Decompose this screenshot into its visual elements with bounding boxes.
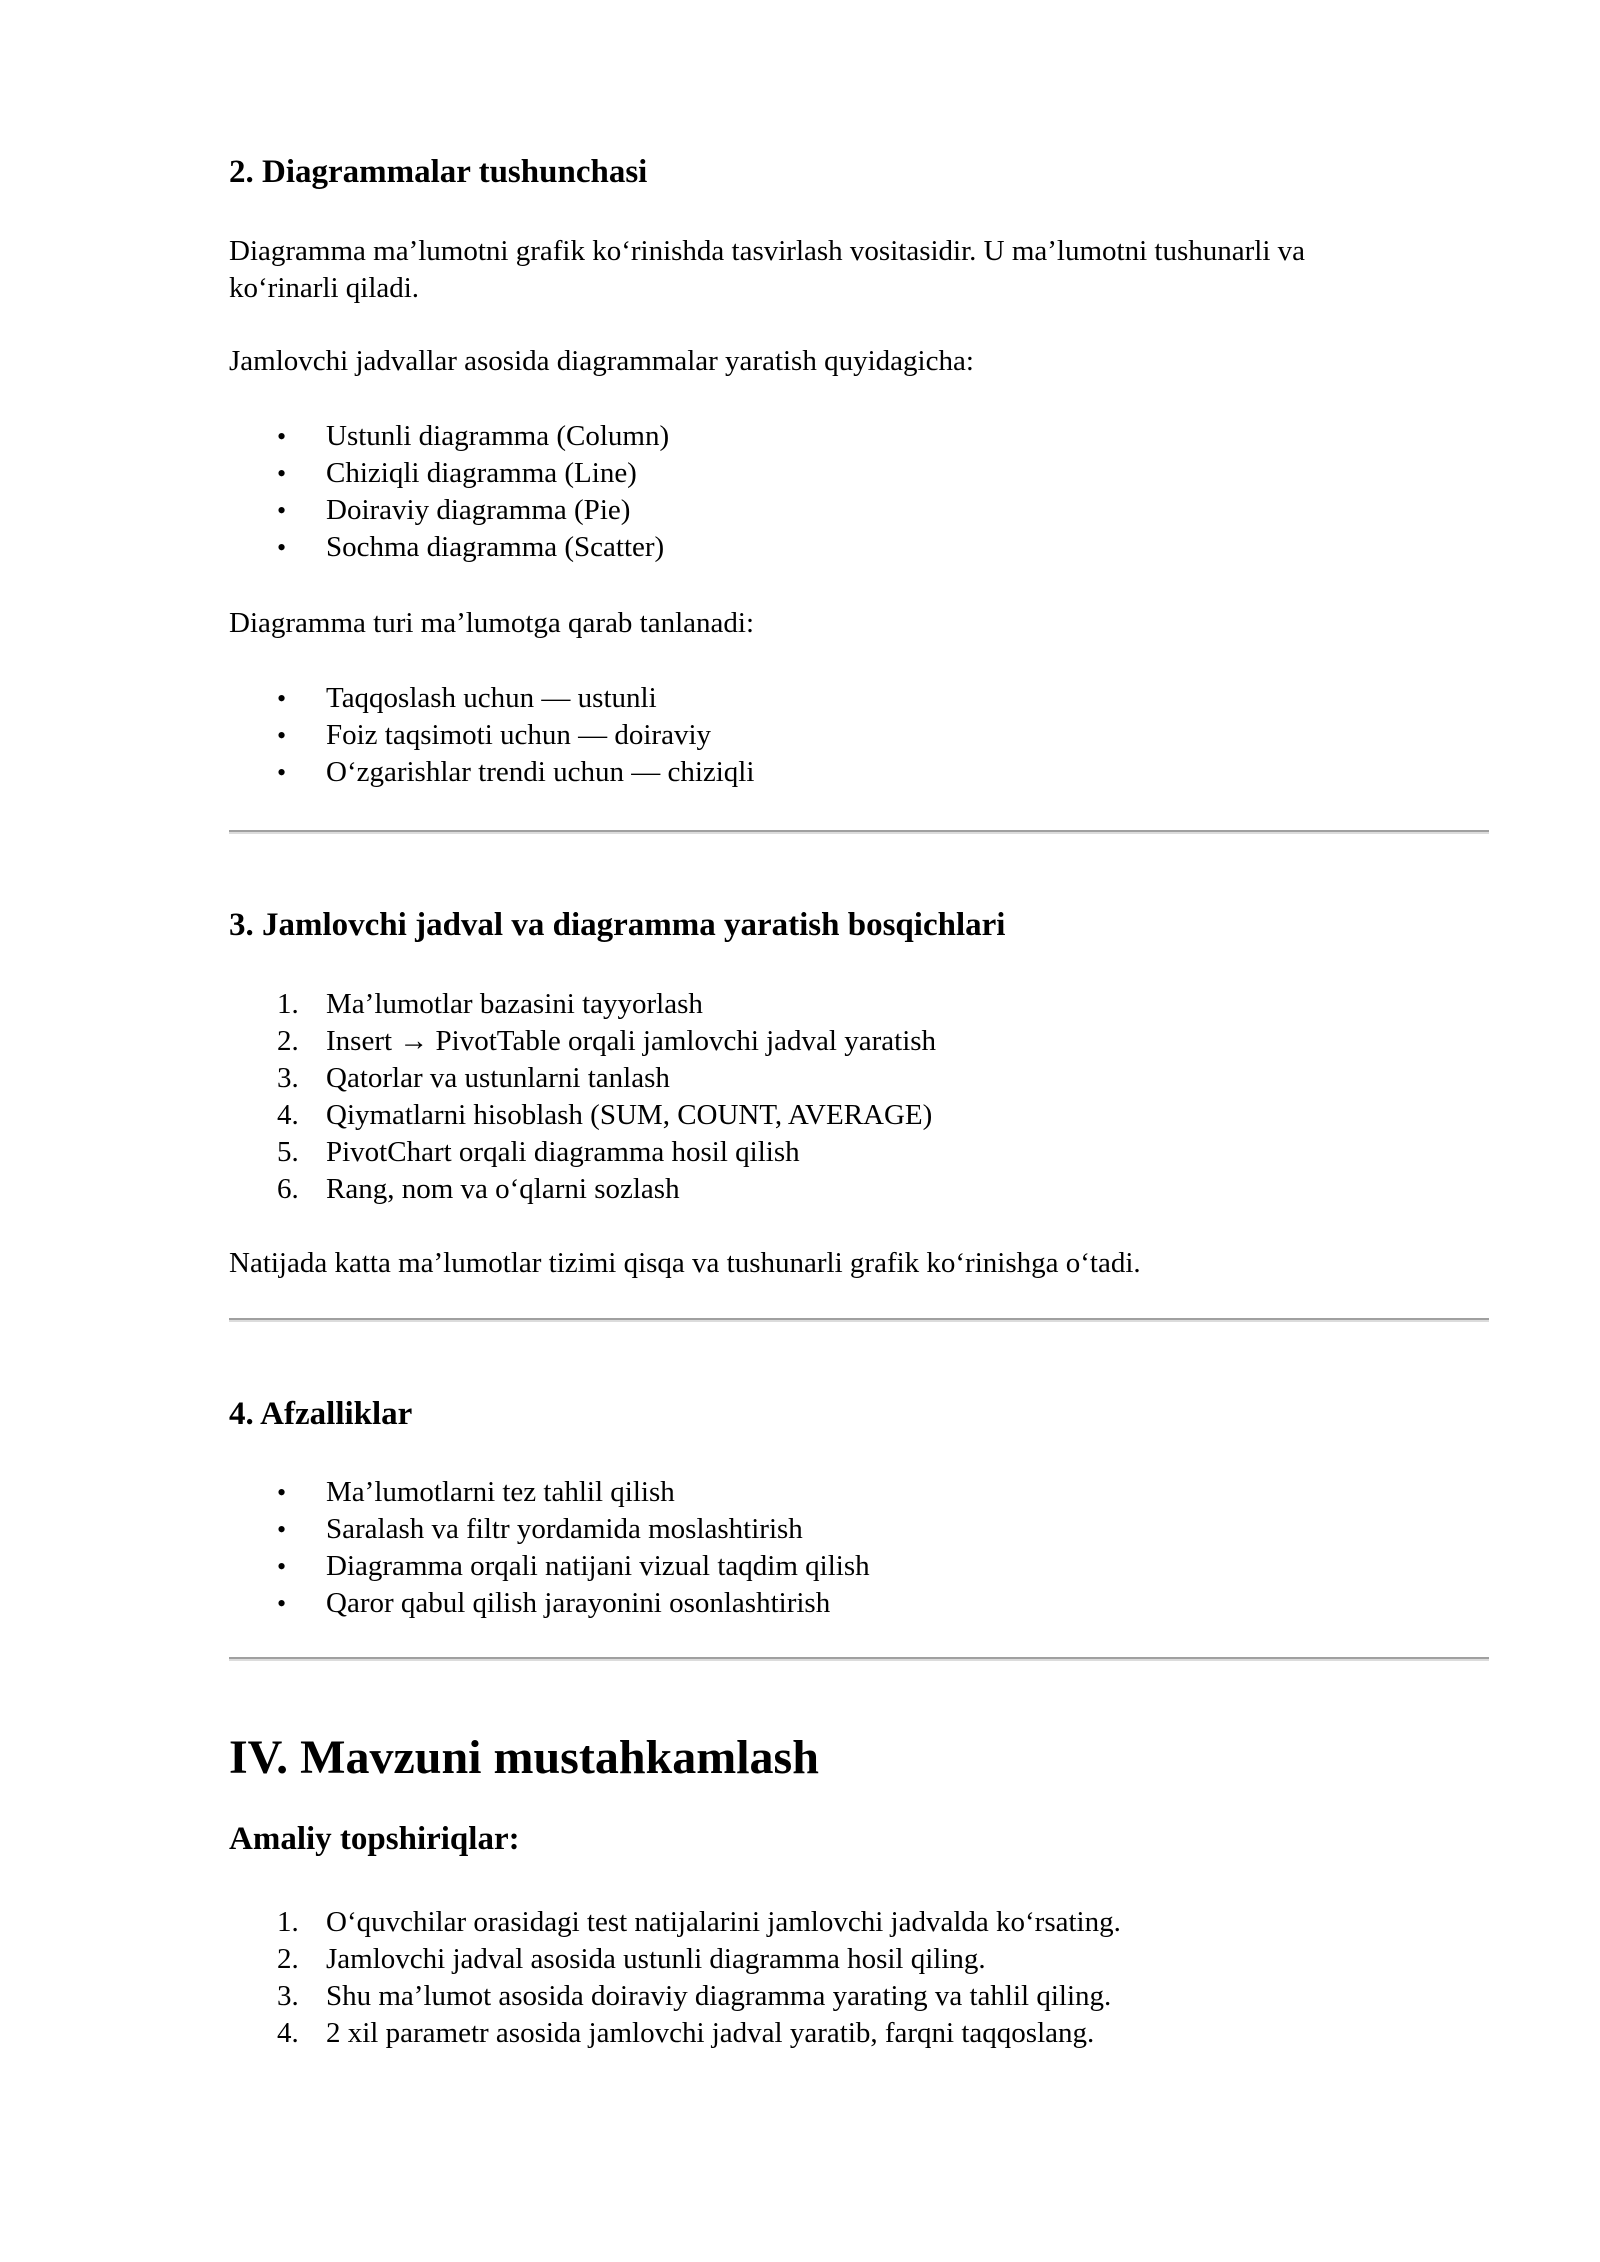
list-item <box>229 1585 1489 1622</box>
list-item-text: Ma’lumotlarni tez tahlil qilish <box>326 1476 675 1508</box>
list-item <box>229 492 1489 529</box>
list-item-text: Rang, nom va o‘qlarni sozlash <box>326 1173 680 1205</box>
bullet-marker: • <box>277 721 287 750</box>
list-item-text: Jamlovchi jadval asosida ustunli diagramma hosil qiling. <box>326 1943 986 1975</box>
list-item-text: Shu ma’lumot asosida doiraviy diagramma yarating va tahlil qiling. <box>326 1980 1112 2012</box>
selection-rules-list <box>229 680 1489 791</box>
bullet-marker: • <box>277 1478 287 1507</box>
list-item-text: Insert → PivotTable orqali jamlovchi jadval yaratish <box>326 1025 937 1057</box>
horizontal-divider <box>229 830 1489 834</box>
bullet-marker: • <box>277 459 287 488</box>
section-2-paragraph-2: Jamlovchi jadvallar asosida diagrammalar yaratish quyidagicha: <box>229 345 974 377</box>
bullet-marker: • <box>277 1589 287 1618</box>
number-marker: 3. <box>277 1062 299 1094</box>
section-2-paragraph-1-line-2: ko‘rinarli qiladi. <box>229 272 420 304</box>
list-item-text: O‘quvchilar orasidagi test natijalarini jamlovchi jadvalda ko‘rsating. <box>326 1906 1121 1938</box>
number-marker: 4. <box>277 1099 299 1131</box>
list-item-text: Qaror qabul qilish jarayonini osonlashtirish <box>326 1587 831 1619</box>
number-marker: 6. <box>277 1173 299 1205</box>
bullet-marker: • <box>277 758 287 787</box>
list-item <box>229 1904 1489 1941</box>
number-marker: 4. <box>277 2017 299 2049</box>
list-item <box>229 418 1489 455</box>
number-marker: 1. <box>277 988 299 1020</box>
list-item <box>229 1941 1489 1978</box>
list-item <box>229 529 1489 566</box>
bullet-marker: • <box>277 1515 287 1544</box>
list-item-text: Foiz taqsimoti uchun — doiraviy <box>326 719 712 751</box>
list-item <box>229 1978 1489 2015</box>
list-item-text: Sochma diagramma (Scatter) <box>326 531 665 563</box>
number-marker: 5. <box>277 1136 299 1168</box>
list-item <box>229 2015 1489 2052</box>
creation-steps-list <box>229 986 1489 1208</box>
number-marker: 2. <box>277 1943 299 1975</box>
advantages-list <box>229 1474 1489 1622</box>
bullet-marker: • <box>277 1552 287 1581</box>
list-item-text: Doiraviy diagramma (Pie) <box>326 494 631 526</box>
list-item-text: 2 xil parametr asosida jamlovchi jadval yaratib, farqni taqqoslang. <box>326 2017 1095 2049</box>
list-item <box>229 754 1489 791</box>
list-item <box>229 1060 1489 1097</box>
chart-types-list <box>229 418 1489 566</box>
bullet-marker: • <box>277 533 287 562</box>
list-item-text: Ustunli diagramma (Column) <box>326 420 670 452</box>
section-2-paragraph-1 <box>229 233 1489 307</box>
list-item-text: Qiymatlarni hisoblash (SUM, COUNT, AVERAGE) <box>326 1099 933 1131</box>
practical-tasks-list <box>229 1904 1489 2052</box>
bullet-marker: • <box>277 684 287 713</box>
part-4-heading: IV. Mavzuni mustahkamlash <box>229 1731 819 1784</box>
horizontal-divider <box>229 1657 1489 1661</box>
list-item-text: Taqqoslash uchun — ustunli <box>326 682 657 714</box>
list-item <box>229 1097 1489 1134</box>
section-4-heading: 4. Afzalliklar <box>229 1396 413 1432</box>
section-2-heading: 2. Diagrammalar tushunchasi <box>229 154 648 190</box>
list-item-text: PivotChart orqali diagramma hosil qilish <box>326 1136 800 1168</box>
list-item-text: O‘zgarishlar trendi uchun — chiziqli <box>326 756 755 788</box>
list-item-text: Chiziqli diagramma (Line) <box>326 457 637 489</box>
bullet-marker: • <box>277 496 287 525</box>
list-item <box>229 455 1489 492</box>
horizontal-divider <box>229 1318 1489 1322</box>
section-3-heading: 3. Jamlovchi jadval va diagramma yaratish bosqichlari <box>229 907 1006 943</box>
number-marker: 1. <box>277 1906 299 1938</box>
list-item <box>229 717 1489 754</box>
section-3-conclusion: Natijada katta ma’lumotlar tizimi qisqa va tushunarli grafik ko‘rinishga o‘tadi. <box>229 1247 1141 1279</box>
number-marker: 2. <box>277 1025 299 1057</box>
list-item-text: Saralash va filtr yordamida moslashtirish <box>326 1513 803 1545</box>
number-marker: 3. <box>277 1980 299 2012</box>
bullet-marker: • <box>277 422 287 451</box>
list-item-text: Ma’lumotlar bazasini tayyorlash <box>326 988 703 1020</box>
list-item <box>229 680 1489 717</box>
list-item <box>229 1474 1489 1511</box>
section-2-paragraph-3: Diagramma turi ma’lumotga qarab tanlanadi: <box>229 607 755 639</box>
list-item-text: Diagramma orqali natijani vizual taqdim qilish <box>326 1550 870 1582</box>
list-item <box>229 986 1489 1023</box>
list-item-text: Qatorlar va ustunlarni tanlash <box>326 1062 670 1094</box>
list-item <box>229 1548 1489 1585</box>
section-2-paragraph-1-line-1: Diagramma ma’lumotni grafik ko‘rinishda tasvirlash vositasidir. U ma’lumotni tushunarli va <box>229 235 1306 267</box>
list-item <box>229 1511 1489 1548</box>
list-item <box>229 1134 1489 1171</box>
list-item <box>229 1023 1489 1060</box>
practical-tasks-subheading: Amaliy topshiriqlar: <box>229 1821 520 1857</box>
list-item <box>229 1171 1489 1208</box>
